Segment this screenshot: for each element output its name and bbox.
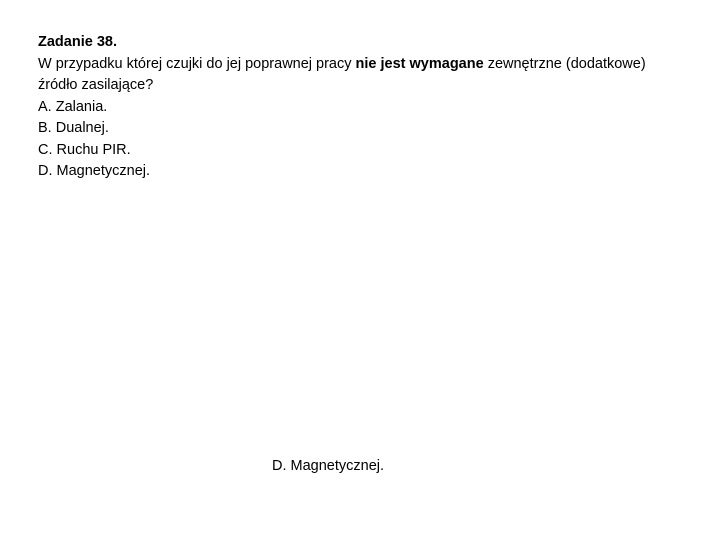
option-b: B. Dualnej. <box>38 120 109 136</box>
question-title: Zadanie 38. <box>38 34 117 50</box>
option-c: C. Ruchu PIR. <box>38 141 131 158</box>
question-text-emphasis: nie jest wymagane <box>355 55 484 72</box>
question-block <box>38 32 678 183</box>
correct-answer: D. Magnetycznej. <box>272 458 385 474</box>
question-text-after: zewnętrzne (dodatkowe) źródło zasilające? <box>38 55 646 93</box>
option-a: A. Zalania. <box>38 98 108 115</box>
option-d: D. Magnetycznej. <box>38 163 151 179</box>
question-text <box>38 54 678 97</box>
answer-options <box>38 97 678 183</box>
question-text-before: W przypadku której czujki do jej poprawnej pracy <box>38 55 356 72</box>
